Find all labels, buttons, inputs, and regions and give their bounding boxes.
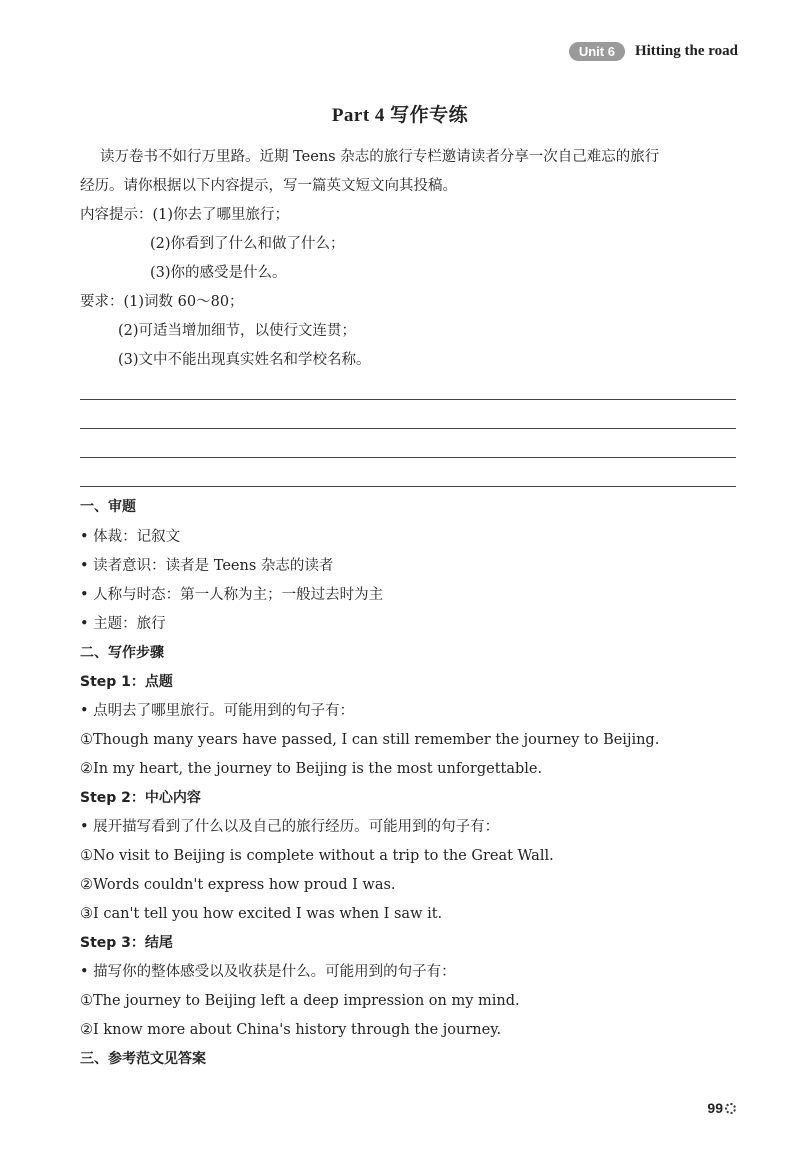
bullet-item: • 人称与时态：第一人称为主；一般过去时为主 bbox=[80, 587, 384, 603]
step-title: Step 1：点题 bbox=[80, 674, 173, 690]
unit-badge: Unit 6 bbox=[569, 42, 625, 61]
bullet-item: • 主题：旅行 bbox=[80, 616, 166, 632]
sentence: ①No visit to Beijing is complete without a trip to the Great Wall. bbox=[80, 848, 554, 864]
step-title: Step 2：中心内容 bbox=[80, 790, 201, 806]
intro-line-2: 经历。请你根据以下内容提示，写一篇英文短文向其投稿。 bbox=[80, 178, 457, 194]
writing-line[interactable] bbox=[80, 399, 736, 400]
sentence: ②In my heart, the journey to Beijing is the most unforgettable. bbox=[80, 761, 543, 777]
part-title: Part 4 写作专练 bbox=[331, 105, 469, 126]
gear-icon bbox=[725, 1103, 736, 1114]
page-number-text: 99 bbox=[707, 1100, 723, 1116]
page-header bbox=[569, 42, 738, 61]
step-intro: • 描写你的整体感受以及收获是什么。可能用到的句子有： bbox=[80, 964, 456, 980]
sentence: ①Though many years have passed, I can still remember the journey to Beijing. bbox=[80, 732, 660, 748]
section-title: 三、参考范文见答案 bbox=[80, 1051, 206, 1067]
section-title: 二、写作步骤 bbox=[80, 645, 164, 661]
requirement-item: (2)可适当增加细节，以使行文连贯； bbox=[118, 323, 357, 339]
intro-line-1: 读万卷书不如行万里路。近期 Teens 杂志的旅行专栏邀请读者分享一次自己难忘的旅行 bbox=[100, 149, 660, 165]
writing-line[interactable] bbox=[80, 486, 736, 487]
requirements-label: 要求：(1)词数 60～80； bbox=[80, 294, 244, 310]
hint-item: (3)你的感受是什么。 bbox=[150, 265, 287, 281]
bullet-item: • 读者意识：读者是 Teens 杂志的读者 bbox=[80, 558, 334, 574]
unit-title: Hitting the road bbox=[634, 43, 738, 59]
writing-line[interactable] bbox=[80, 428, 736, 429]
hints-label: 内容提示：(1)你去了哪里旅行； bbox=[80, 207, 290, 223]
sentence: ②Words couldn't express how proud I was. bbox=[80, 877, 396, 893]
sentence: ①The journey to Beijing left a deep impression on my mind. bbox=[80, 993, 520, 1009]
sentence: ③I can't tell you how excited I was when I saw it. bbox=[80, 906, 443, 922]
section-title: 一、审题 bbox=[80, 499, 136, 515]
bullet-item: • 体裁：记叙文 bbox=[80, 529, 181, 545]
writing-line[interactable] bbox=[80, 457, 736, 458]
hint-item: (2)你看到了什么和做了什么； bbox=[150, 236, 345, 252]
step-title: Step 3：结尾 bbox=[80, 935, 173, 951]
sentence: ②I know more about China's history through the journey. bbox=[80, 1022, 502, 1038]
step-intro: • 展开描写看到了什么以及自己的旅行经历。可能用到的句子有： bbox=[80, 819, 500, 835]
requirement-item: (3)文中不能出现真实姓名和学校名称。 bbox=[118, 352, 371, 368]
page-number bbox=[707, 1100, 736, 1116]
step-intro: • 点明去了哪里旅行。可能用到的句子有： bbox=[80, 703, 355, 719]
